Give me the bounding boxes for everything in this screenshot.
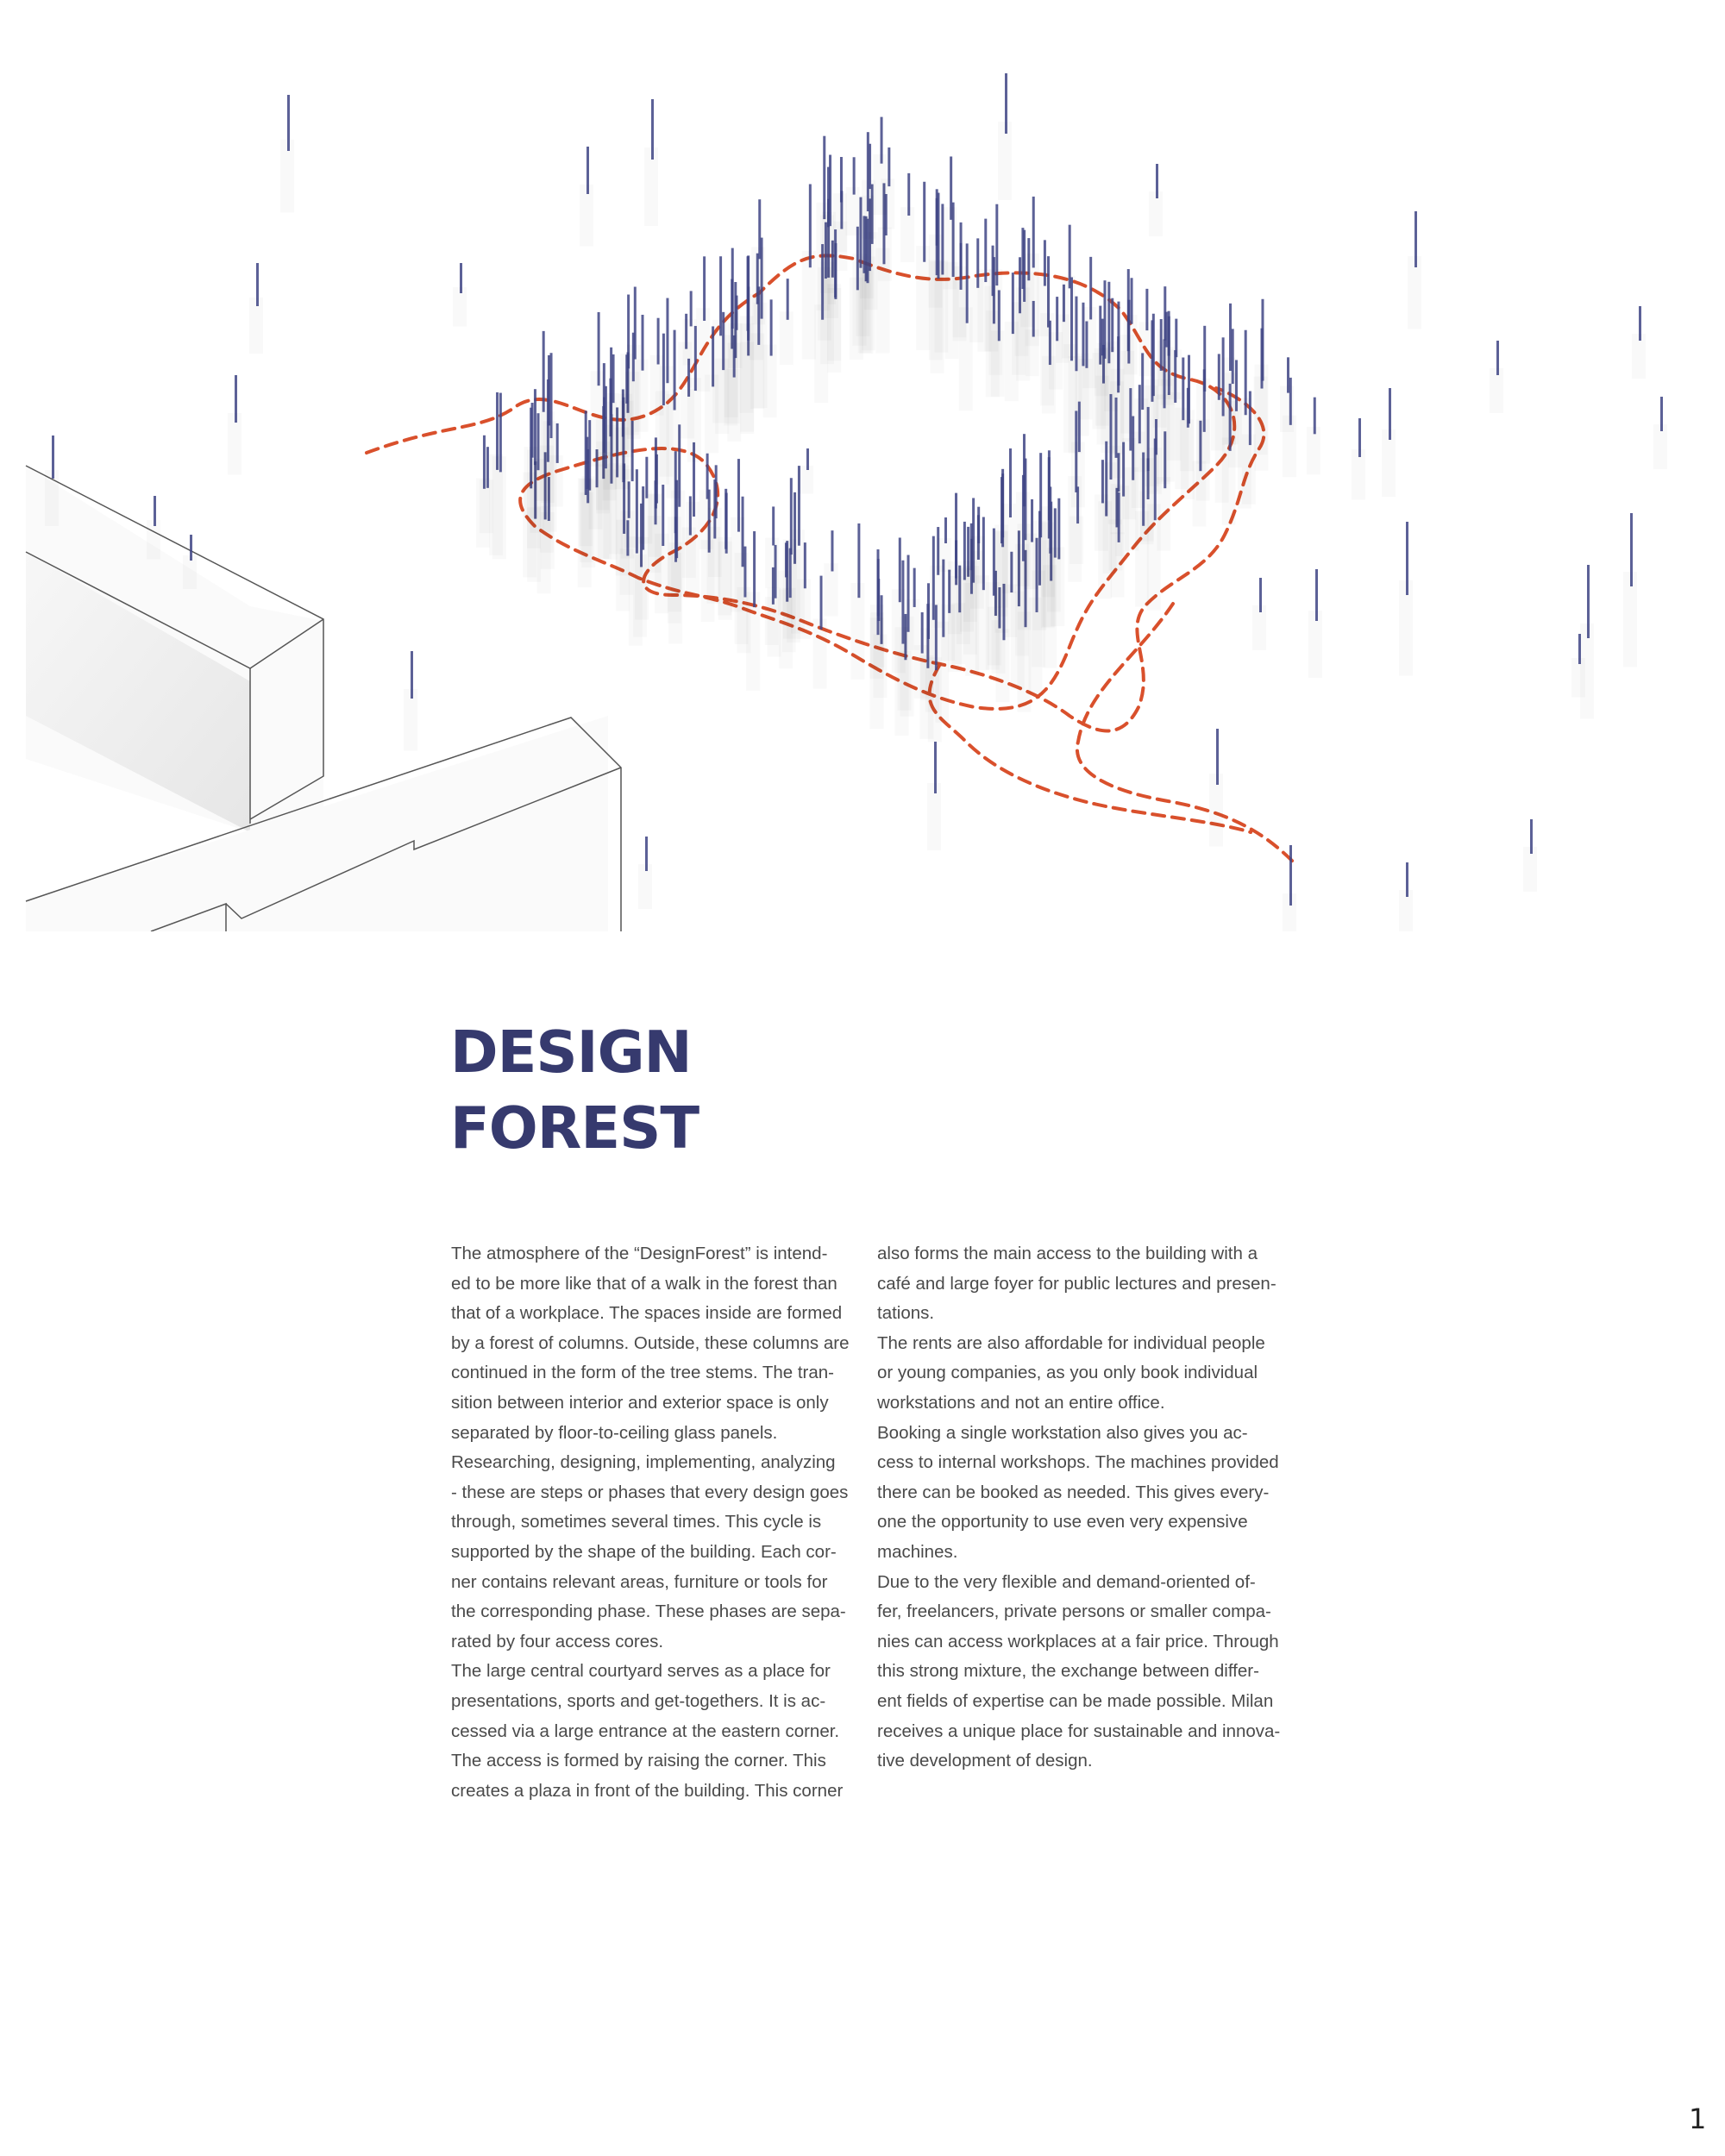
column [1222,337,1225,416]
column [1259,578,1262,612]
column [411,651,413,699]
column [823,136,825,219]
text-line: Booking a single workstation also gives you ac- [877,1422,1248,1443]
column [1082,303,1084,367]
column [722,312,724,370]
column [984,219,987,282]
column [944,517,947,543]
column [747,255,750,340]
column [853,157,856,194]
column [785,542,787,577]
column [1031,499,1033,542]
column [1182,358,1184,421]
column [662,485,664,546]
text-line: ner contains relevant areas, furniture or tools for [451,1571,828,1592]
column [1109,394,1112,479]
column [935,605,938,670]
column [907,555,910,632]
text-line: by a forest of columns. Outside, these columns are [451,1332,850,1353]
column [992,246,994,296]
column [1414,211,1417,267]
text-line: separated by floor-to-ceiling glass panels. [451,1422,778,1443]
column [737,459,740,532]
column [1101,460,1104,503]
column [1023,230,1026,302]
column [1131,278,1133,323]
column [809,184,812,267]
column [932,536,935,620]
text-line: workstations and not an entire office. [877,1392,1165,1413]
column [1103,280,1106,359]
column [586,437,588,489]
column [976,238,979,287]
column [636,469,638,553]
column [888,147,890,186]
column [1174,350,1176,403]
column [1232,329,1234,384]
column [657,318,660,365]
column [1245,330,1247,416]
column [651,99,654,160]
body-text-column-right [877,1239,1291,1777]
column [923,182,925,262]
column [1056,297,1058,341]
column [977,507,980,543]
text-line: that of a workplace. The spaces inside are formed [451,1303,843,1324]
column [703,256,706,321]
column [499,393,502,473]
column [1406,862,1408,897]
text-line: ent fields of expertise can be made possible. Milan [877,1690,1274,1711]
column [1070,277,1073,360]
column [1118,492,1120,542]
column [694,326,697,391]
column [1145,289,1148,330]
column [960,243,963,290]
column [1406,522,1408,595]
column [1054,508,1057,557]
column [758,199,761,259]
column [486,447,489,488]
column [936,198,938,275]
column [1032,197,1035,268]
column [632,333,635,382]
text-line: sition between interior and exterior space is only [451,1392,829,1413]
column [1117,302,1120,386]
column [1216,729,1219,785]
text-line: presentations, sports and get-togethers. It is ac- [451,1690,826,1711]
column [725,493,728,554]
text-line: Researching, designing, implementing, analyzing [451,1452,836,1473]
column [1229,304,1232,371]
column [857,523,860,598]
text-line: cess to internal workshops. The machines provided [877,1452,1279,1473]
text-line: continued in the form of the tree stems. The tran- [451,1363,835,1383]
column [820,576,823,630]
column [806,448,809,470]
text-line: The large central courtyard serves as a place for [451,1661,831,1682]
text-line: this strong mixture, the exchange between differ- [877,1661,1259,1682]
column [753,531,756,607]
column [1660,397,1663,431]
column [1235,360,1238,411]
title-line-2: FOREST [450,1094,699,1162]
column [921,612,924,654]
column [1078,402,1081,452]
text-line: Due to the very flexible and demand-oriented of- [877,1571,1256,1592]
column [775,545,777,599]
column [662,334,665,405]
column [1115,398,1118,458]
column [1049,486,1051,553]
column [1218,354,1220,399]
column [586,147,589,194]
text-line: - these are steps or phases that every design goes [451,1482,849,1502]
text-line: creates a plaza in front of the building. This corner [451,1780,844,1801]
column [772,506,775,545]
column [1249,392,1251,446]
text-line: cessed via a large entrance at the eastern corner. [451,1720,840,1741]
column [645,457,648,498]
column [907,173,910,216]
column [1630,513,1633,586]
column [674,517,677,561]
column [706,454,709,499]
column [1229,384,1232,451]
text-line: café and large foyer for public lectures and presen- [877,1273,1276,1294]
column [1315,569,1318,621]
column [829,155,831,227]
text-line: the corresponding phase. These phases are sepa- [451,1601,846,1622]
column [757,286,760,345]
column [666,298,668,384]
column [1076,486,1079,523]
column [1089,257,1092,320]
column [715,465,718,518]
column [1142,453,1145,526]
column [1578,634,1581,664]
column [1203,369,1206,432]
title-line-1: DESIGN [450,1018,692,1086]
column [950,156,952,219]
column [256,263,259,306]
column [1138,385,1141,443]
column [867,132,869,211]
column [1129,388,1132,450]
column [645,837,648,871]
column [1005,73,1007,134]
column [52,436,54,479]
column [1639,306,1641,341]
column [1287,357,1289,392]
column [1496,341,1499,375]
text-line: tive development of design. [877,1751,1093,1771]
text-line: The rents are also affordable for individual people [877,1332,1265,1353]
column [1160,319,1163,371]
column [927,583,930,639]
column [1358,418,1361,457]
column [862,216,865,273]
column [831,530,833,571]
column [877,549,880,635]
column [550,353,553,438]
text-line: The atmosphere of the “DesignForest” is intend- [451,1244,828,1263]
column [1101,319,1104,356]
column [899,537,901,602]
column [1289,378,1292,425]
column [674,330,676,411]
column [1154,439,1157,521]
text-line: machines. [877,1541,958,1562]
text-line: The access is formed by raising the corner. This [451,1751,826,1771]
column [840,157,843,203]
column [235,375,237,423]
column [731,248,734,329]
text-line: or young companies, as you only book individual [877,1363,1258,1383]
column [1187,388,1189,428]
column [1075,297,1077,372]
column [1530,819,1533,854]
column [1141,353,1144,410]
text-line: through, sometimes several times. This cycle is [451,1512,822,1532]
column [1085,322,1088,368]
column [913,568,916,607]
column [1009,448,1012,517]
column [1111,298,1113,352]
column [834,229,837,298]
column [612,354,615,403]
text-line: also forms the main access to the building with a [877,1244,1258,1263]
column [995,204,998,285]
column [190,535,192,561]
column [1044,240,1046,285]
column [901,561,904,644]
column [598,312,600,385]
text-line: receives a unique place for sustainable and innova- [877,1720,1281,1741]
column [287,95,290,151]
column [1164,339,1166,408]
column [642,315,644,371]
column [531,403,534,458]
text-line: fer, freelancers, private persons or smaller compa- [877,1601,1271,1622]
column [787,279,789,320]
column [1314,398,1316,435]
text-line: tations. [877,1303,935,1324]
axonometric-illustration [0,0,1725,931]
column [1587,565,1590,638]
column [605,386,607,469]
column [1260,329,1263,389]
column [719,256,722,335]
text-line: nies can access workplaces at a fair price. Through [877,1631,1279,1651]
column [966,243,969,323]
text-line: there can be booked as needed. This gives every- [877,1482,1270,1502]
column [543,331,545,412]
page-number: 1 [1689,2103,1707,2135]
column [955,493,957,579]
column [1156,164,1158,198]
page-title [450,1014,699,1166]
text-line: supported by the shape of the building. Each cor- [451,1541,837,1562]
column [1289,845,1292,906]
column [690,291,693,326]
column [1389,388,1391,440]
column [154,496,156,526]
body-text-column-left [451,1239,865,1806]
text-line: one the opportunity to use even very expensive [877,1512,1248,1532]
column [881,117,883,164]
column [770,299,773,355]
text-line: ed to be more like that of a walk in the forest than [451,1273,837,1294]
column [934,742,937,793]
column [460,263,462,293]
text-line: rated by four access cores. [451,1631,664,1651]
